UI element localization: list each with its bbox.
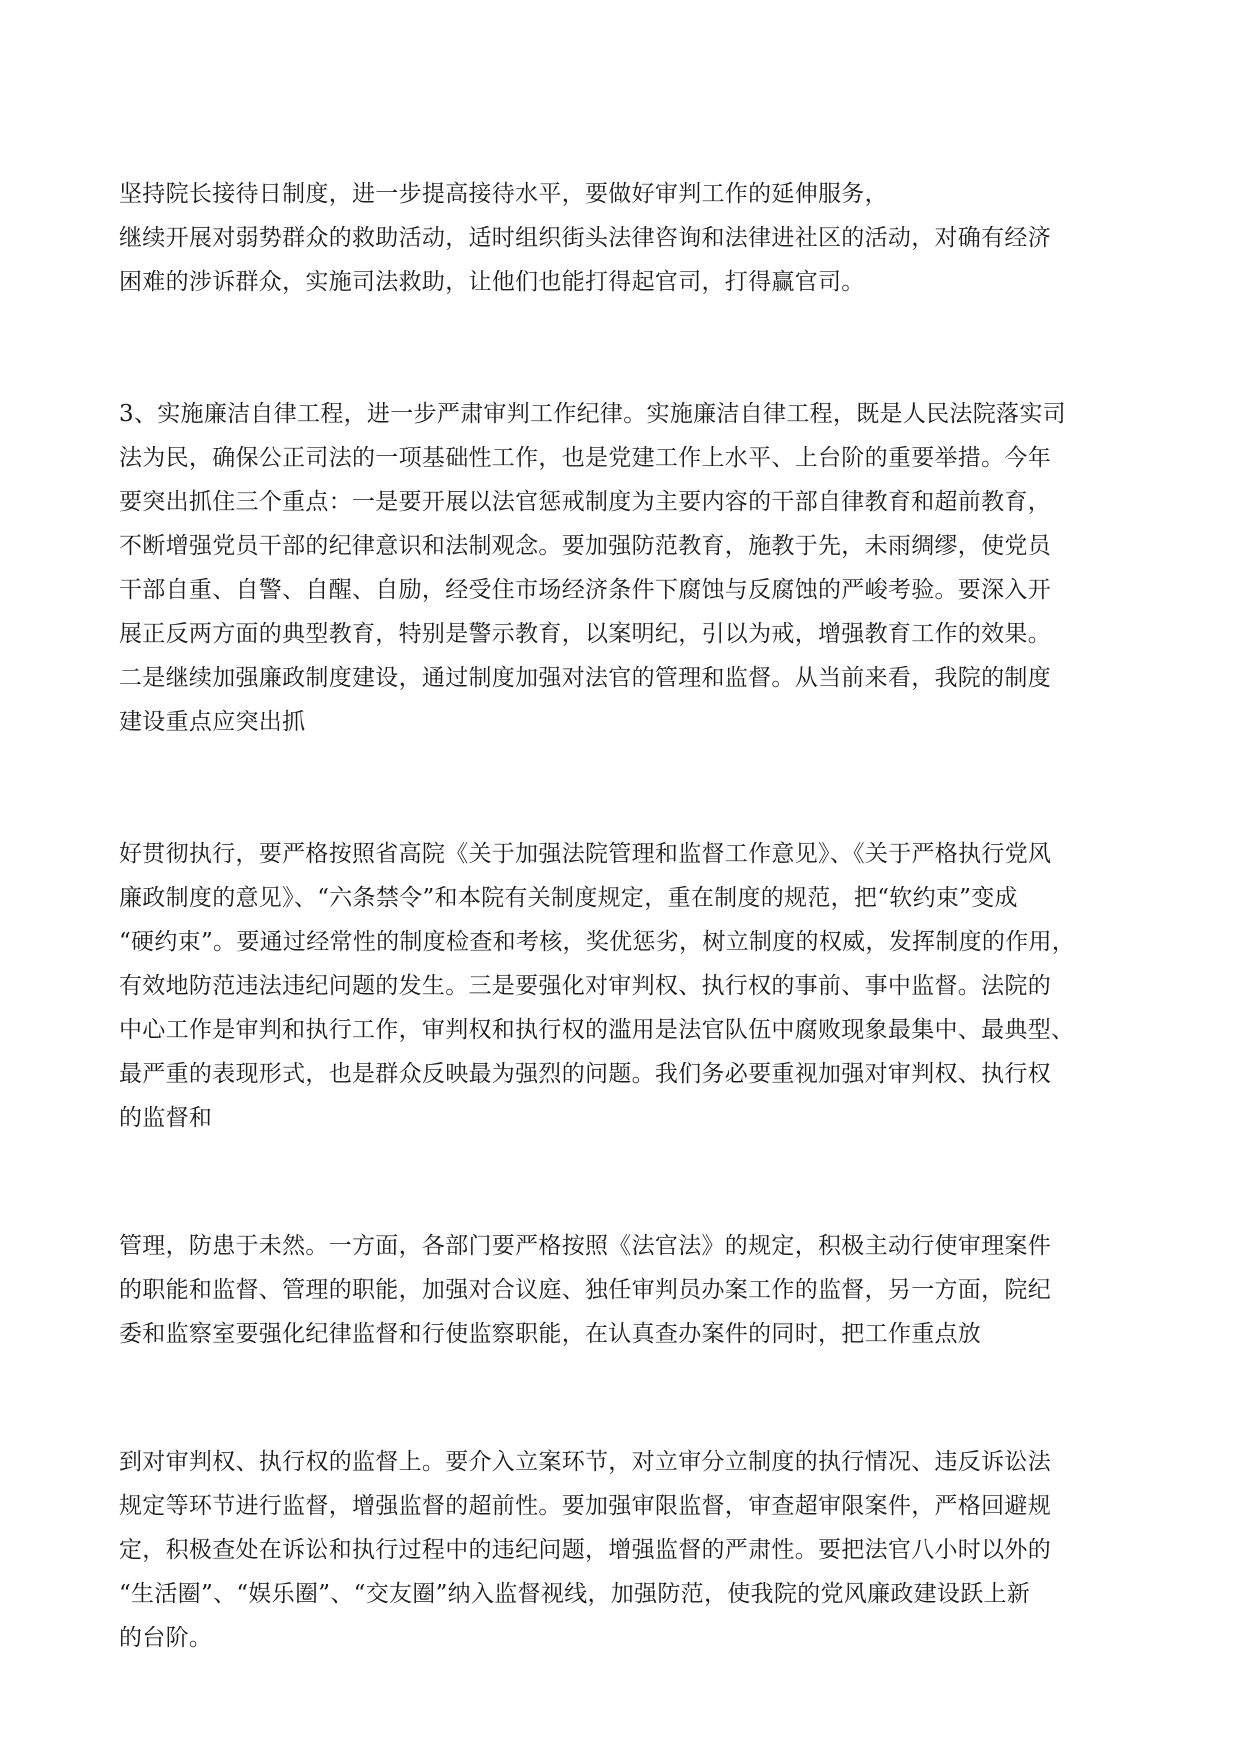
paragraph-integrity-project <box>119 392 1129 744</box>
text-line: 委和监察室要强化纪律监督和行使监察职能，在认真查办案件的同时，把工作重点放 <box>119 1321 982 1347</box>
text-line: “硬约束”。要通过经常性的制度检查和考核，奖优惩劣，树立制度的权威，发挥制度的作用， <box>119 929 1076 955</box>
text-line: 中心工作是审判和执行工作，审判权和执行权的滥用是法官队伍中腐败现象最集中、最典型、 <box>119 1017 1075 1043</box>
text-line: 展正反两方面的典型教育，特别是警示教育，以案明纪，引以为戒，增强教育工作的效果。 <box>119 621 1051 647</box>
text-line: 廉政制度的意见》、“六条禁令”和本院有关制度规定，重在制度的规范，把“软约束”变成 <box>119 885 1018 911</box>
text-line: 不断增强党员干部的纪律意识和法制观念。要加强防范教育，施教于先，未雨绸缪，使党员 <box>119 533 1051 559</box>
paragraph-gap <box>119 1356 1129 1440</box>
text-line: 困难的涉诉群众，实施司法救助，让他们也能打得起官司，打得赢官司。 <box>119 269 865 295</box>
paragraph-gap <box>119 744 1129 832</box>
document-body <box>119 172 1129 1660</box>
text-line: 坚持院长接待日制度，进一步提高接待水平，要做好审判工作的延伸服务， <box>119 181 888 207</box>
text-line: 好贯彻执行，要严格按照省高院《关于加强法院管理和监督工作意见》、《关于严格执行党风 <box>119 841 1052 867</box>
text-line: “生活圈”、“娱乐圈”、“交友圈”纳入监督视线，加强防范，使我院的党风廉政建设跃上新 <box>119 1581 1031 1607</box>
paragraph-gap <box>119 304 1129 392</box>
text-line: 的台阶。 <box>119 1625 213 1651</box>
text-line: 有效地防范违法违纪问题的发生。三是要强化对审判权、执行权的事前、事中监督。法院的 <box>119 973 1051 999</box>
text-line: 二是继续加强廉政制度建设，通过制度加强对法官的管理和监督。从当前来看，我院的制度 <box>119 665 1051 691</box>
text-line: 建设重点应突出抓 <box>119 709 306 735</box>
text-line: 管理，防患于未然。一方面，各部门要严格按照《法官法》的规定，积极主动行使审理案件 <box>119 1233 1051 1259</box>
text-line: 定，积极查处在诉讼和执行过程中的违纪问题，增强监督的严肃性。要把法官八小时以外的 <box>119 1537 1051 1563</box>
text-line: 继续开展对弱势群众的救助活动，适时组织街头法律咨询和法律进社区的活动，对确有经济 <box>119 225 1051 251</box>
paragraph-management <box>119 1224 1129 1356</box>
paragraph-reception-service <box>119 172 1129 304</box>
paragraph-supervision <box>119 1440 1129 1660</box>
text-line: 到对审判权、执行权的监督上。要介入立案环节，对立审分立制度的执行情况、违反诉讼法 <box>119 1449 1051 1475</box>
text-line: 3、实施廉洁自律工程，进一步严肃审判工作纪律。实施廉洁自律工程，既是人民法院落实司 <box>119 401 1066 427</box>
text-line: 干部自重、自警、自醒、自励，经受住市场经济条件下腐蚀与反腐蚀的严峻考验。要深入开 <box>119 577 1051 603</box>
paragraph-system-enforcement <box>119 832 1129 1140</box>
text-line: 的职能和监督、管理的职能，加强对合议庭、独任审判员办案工作的监督，另一方面，院纪 <box>119 1277 1051 1303</box>
text-line: 的监督和 <box>119 1105 213 1131</box>
text-line: 最严重的表现形式，也是群众反映最为强烈的问题。我们务必要重视加强对审判权、执行权 <box>119 1061 1051 1087</box>
paragraph-gap <box>119 1140 1129 1224</box>
text-line: 要突出抓住三个重点：一是要开展以法官惩戒制度为主要内容的干部自律教育和超前教育， <box>119 489 1051 515</box>
text-line: 规定等环节进行监督，增强监督的超前性。要加强审限监督，审查超审限案件，严格回避规 <box>119 1493 1051 1519</box>
text-line: 法为民，确保公正司法的一项基础性工作，也是党建工作上水平、上台阶的重要举措。今年 <box>119 445 1051 471</box>
